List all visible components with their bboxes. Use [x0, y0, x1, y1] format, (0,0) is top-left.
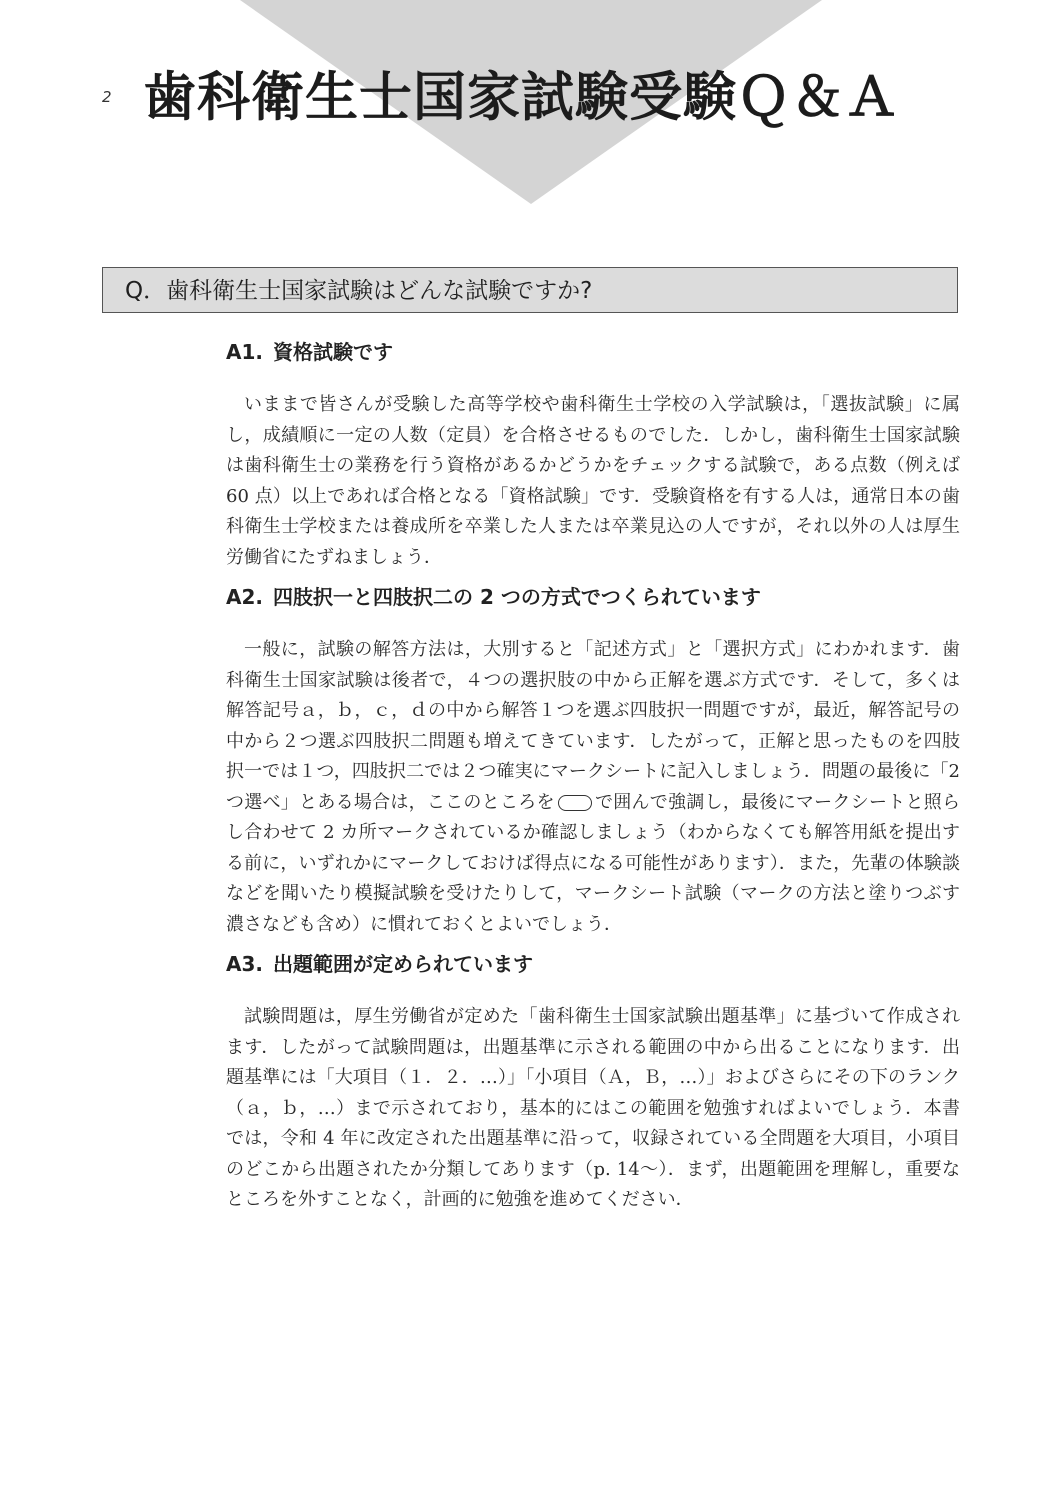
answer-3-label: A3. [226, 952, 263, 976]
answer-2-label: A2. [226, 585, 263, 609]
answer-3-body: 試験問題は，厚生労働省が定めた「歯科衛生士国家試験出題基準」に基づいて作成されます．したがって試験問題は，出題基準に示される範囲の中から出ることになります．出題基準には「大項目（１．２．…）」「小項目（Ａ，Ｂ，…）」およびさらにその下のランク（ａ，ｂ，…）まで示されており，基本的にはこの範囲を勉強すればよいでしょう．本書では，令和 4 年に改定された出題基準に沿って，収録されている全問題を大項目，小項目のどこから出題されたか分類してあります（p. 14〜）．まず，出題範囲を理解し，重要なところを外すことなく，計画的に勉強を進めてください． [226, 1006, 960, 1210]
page-title: 歯科衛生士国家試験受験Ｑ＆Ａ [143, 67, 899, 128]
answer-2-heading [226, 583, 960, 611]
answer-2-body-part-1: 一般に，試験の解答方法は，大別すると「記述方式」と「選択方式」にわかれます．歯科衛生士国家試験は後者で，４つの選択肢の中から正解を選ぶ方式です．そして，多くは解答記号ａ，ｂ，ｃ，ｄの中から解答１つを選ぶ四肢択一問題ですが，最近，解答記号の中から２つ選ぶ四肢択二問題も増えてきています．したがって，正解と思ったものを四肢択一では１つ，四肢択二では２つ確実にマークシートに記入しましょう．問題の最後に「2 つ選べ」とある場合は，ここのところを [226, 639, 960, 813]
rounded-oval-mark-icon [558, 795, 592, 811]
answer-1-title: 資格試験です [273, 340, 393, 364]
answer-1-body: いままで皆さんが受験した高等学校や歯科衛生士学校の入学試験は，「選抜試験」に属し，成績順に一定の人数（定員）を合格させるものでした．しかし，歯科衛生士国家試験は歯科衛生士の業務を行う資格があるかどうかをチェックする試験で，ある点数（例えば 60 点）以上であれば合格となる「資格試験」です．受験資格を有する人は，通常日本の歯科衛生士学校または養成所を卒業した人または卒業見込の人ですが，それ以外の人は厚生労働省にたずねましょう． [226, 394, 960, 568]
answer-1-label: A1. [226, 340, 263, 364]
question-text: Q．歯科衛生士国家試験はどんな試験ですか? [125, 278, 593, 304]
answers-section [226, 330, 960, 1216]
page-number: 2 [102, 88, 112, 106]
answer-3-heading [226, 950, 960, 978]
answer-1-heading [226, 338, 960, 366]
answer-3-title: 出題範囲が定められています [273, 952, 533, 976]
question-banner [102, 267, 958, 313]
answer-2-body-part-2: で囲んで強調し，最後にマークシートと照らし合わせて 2 カ所マークされているか確認しましょう（わからなくても解答用紙を提出する前に，いずれかにマークしておけば得点になる可能性があります）．また，先輩の体験談などを聞いたり模擬試験を受けたりして，マークシート試験（マークの方法と塗りつぶす濃さなども含め）に慣れておくとよいでしょう． [226, 791, 961, 935]
answer-2-title: 四肢択一と四肢択二の 2 つの方式でつくられています [273, 585, 761, 609]
answer-2-body [226, 635, 960, 940]
